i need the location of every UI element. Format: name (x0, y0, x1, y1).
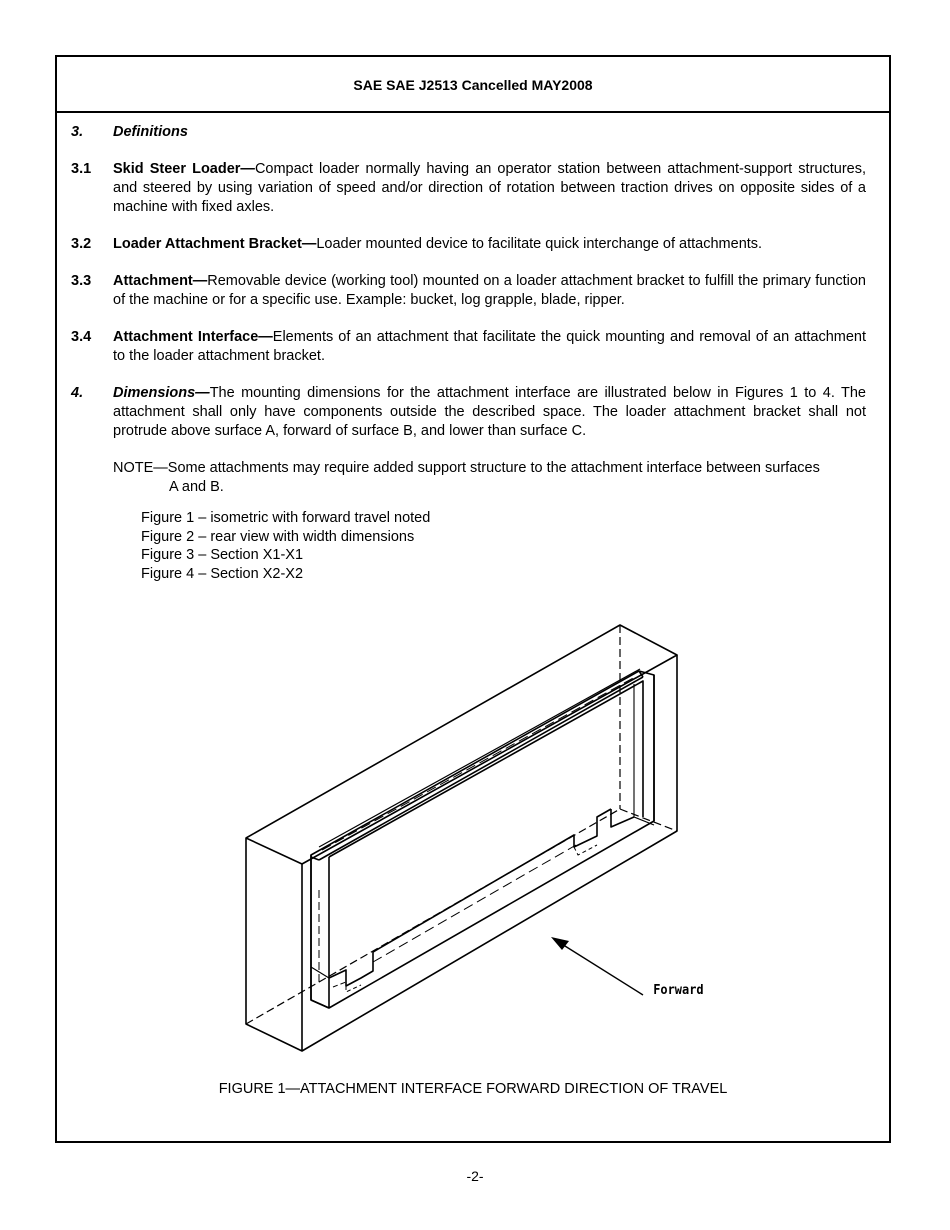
section-3-3 (71, 272, 866, 310)
definition-text: Removable device (working tool) mounted on a loader attachment bracket to fulfill the primary function of the machine or for a specific use. Example: bucket, log grapple, blade, ripper. (113, 273, 866, 308)
figure-caption: FIGURE 1—ATTACHMENT INTERFACE FORWARD DIRECTION OF TRAVEL (218, 1081, 728, 1097)
figure-list-item: Figure 4 – Section X2-X2 (141, 565, 304, 582)
section-number: 3.1 (71, 161, 92, 177)
forward-arrow (551, 937, 643, 995)
note-line-1: NOTE—Some attachments may require added support structure to the attachment interface between surfaces (113, 460, 820, 476)
definition-text: The mounting dimensions for the attachment interface are illustrated below in Figures 1 to 4. The attachment shall only have components outside the described space. The loader attachment bracket shall not protrude above surface A, forward of surface B, and lower than surface C. (113, 385, 866, 439)
term: Loader Attachment Bracket— (113, 236, 317, 252)
figure-list (141, 509, 430, 583)
figure-list-item: Figure 1 – isometric with forward travel noted (141, 510, 431, 526)
section-number: 3.4 (71, 329, 92, 345)
term: Dimensions— (113, 385, 210, 401)
section-number: 3.3 (71, 273, 92, 289)
note (113, 459, 866, 497)
section-3 (71, 123, 866, 142)
section-4 (71, 384, 866, 441)
section-3-2 (71, 235, 866, 254)
section-number: 4. (71, 385, 84, 401)
term: Skid Steer Loader— (113, 161, 255, 177)
definition-text: Compact loader normally having an operator station between attachment-support structures, and steered by using variation of speed and/or direction of rotation between traction drives on opposite sides of a machine with fixed axles. (113, 161, 866, 215)
attachment-interface-isometric-figure (243, 621, 713, 1057)
definition-text: Loader mounted device to facilitate quick interchange of attachments. (316, 236, 763, 252)
term: Attachment Interface— (113, 329, 273, 345)
figure-list-item: Figure 2 – rear view with width dimensions (141, 528, 415, 545)
section-3-1 (71, 160, 866, 217)
section-number: 3.2 (71, 236, 92, 252)
term: Attachment— (113, 273, 208, 289)
page-header: SAE SAE J2513 Cancelled MAY2008 (57, 57, 889, 113)
page-number: -2- (466, 1168, 484, 1184)
forward-label: Forward (653, 983, 704, 998)
section-title: Definitions (113, 124, 188, 140)
section-3-4 (71, 328, 866, 366)
note-line-2: A and B. (169, 479, 224, 495)
section-number: 3. (71, 124, 84, 140)
page-frame (55, 55, 891, 1143)
figure-list-item: Figure 3 – Section X1-X1 (141, 547, 304, 563)
definition-text: Elements of an attachment that facilitate the quick mounting and removal of an attachment to the loader attachment bracket. (113, 329, 866, 364)
